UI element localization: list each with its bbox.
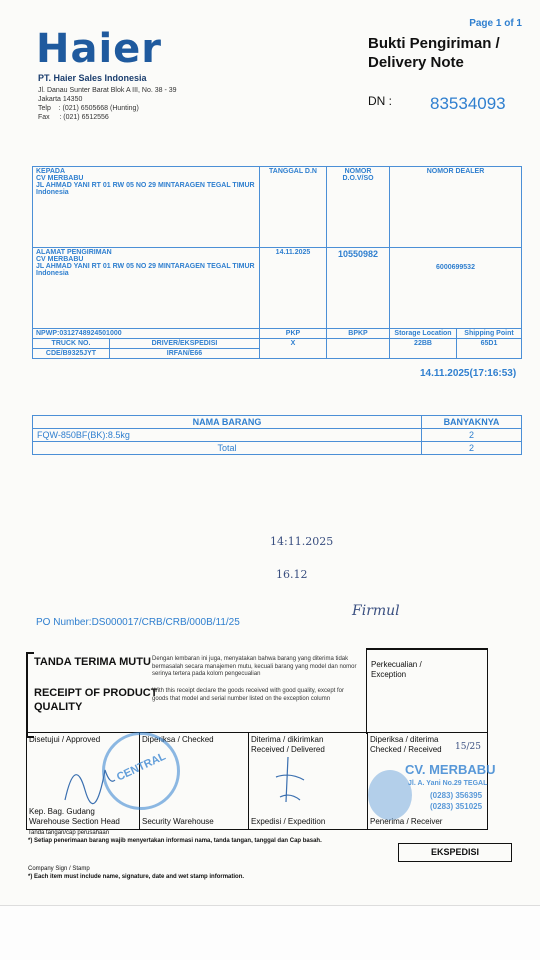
handwritten-signature: Firmul	[352, 603, 400, 619]
receipt-bracket	[26, 652, 34, 738]
driver-header: DRIVER/EKSPEDISI	[110, 339, 260, 349]
total-qty: 2	[422, 442, 522, 455]
bpkp-value	[327, 339, 390, 359]
delivery-info-table	[32, 166, 522, 359]
alamat-label: ALAMAT PENGIRIMAN	[36, 249, 112, 256]
receipt-title-id: TANDA TERIMA MUTU	[34, 656, 151, 668]
storage-header: Storage Location	[390, 329, 457, 339]
sig-approved-top: Disetujui / Approved	[29, 735, 101, 744]
truck-value: CDE/B9325JYT	[33, 349, 110, 359]
tanggal-value: 14.11.2025	[260, 248, 327, 329]
alamat-cell	[33, 248, 260, 329]
sig-approved-bottom: Kep. Bag. Gudang Warehouse Section Head	[29, 807, 120, 826]
receipt-text-id: Dengan lembaran ini juga, menyatakan bahwa barang yang diterima tidak bermasalah secara manajemen mutu, kecuali barang yang model dan nomor serinya tertera pada kolom pengecualian	[152, 656, 357, 677]
footer-line-4: *) Each item must include name, signature, date and wet stamp information.	[28, 874, 245, 880]
alamat-address: JL AHMAD YANI RT 01 RW 05 NO 29 MINTARAGEN TEGAL TIMUR	[36, 263, 255, 270]
col-nama-barang: NAMA BARANG	[33, 416, 422, 429]
merbabu-logo-icon	[368, 770, 412, 820]
kepada-country: Indonesia	[36, 189, 69, 196]
nomor-header: NOMOR D.O.V/SO	[327, 167, 390, 248]
merbabu-stamp-phone2: (0283) 351025	[430, 802, 483, 811]
tanggal-header: TANGGAL D.N	[260, 167, 327, 248]
driver-value: IRFAN/E66	[166, 350, 203, 357]
signature-scribble-2	[270, 752, 310, 812]
sig-checked-bottom: Security Warehouse	[142, 817, 214, 826]
dn-number: 83534093	[430, 94, 506, 113]
storage-value: 22BB	[390, 339, 457, 359]
po-number: PO Number:DS000017/CRB/CRB/000B/11/25	[36, 617, 240, 628]
sig-received-bottom: Penerima / Receiver	[370, 817, 443, 826]
sig-checked-top: Diperiksa / Checked	[142, 735, 214, 744]
document-title: Bukti Pengiriman / Delivery Note	[368, 35, 500, 71]
page-indicator: Page 1 of 1	[469, 18, 522, 29]
col-banyaknya: BANYAKNYA	[422, 416, 522, 429]
pkp-value: X	[260, 339, 327, 359]
footer-line-2: *) Setiap penerimaan barang wajib menyertakan informasi nama, tanda tangan, tanggal dan Cap basah.	[28, 838, 322, 844]
sig-delivered-top: Diterima / dikirimkan Received / Delivered	[251, 735, 325, 754]
bpkp-header: BPKP	[327, 329, 390, 339]
handwritten-date: 14:11.2025	[270, 535, 334, 548]
item-qty: 2	[422, 429, 522, 442]
item-name: FQW-850BF(BK):8.5kg	[33, 429, 422, 442]
merbabu-stamp-address: Jl. A. Yani No.29 TEGAL	[408, 780, 488, 787]
items-table	[32, 415, 522, 455]
receipt-title-en: RECEIPT OF PRODUCT QUALITY	[34, 687, 158, 713]
sig-delivered-bottom: Expedisi / Expedition	[251, 817, 326, 826]
printed-datetime: 14.11.2025(17:16:53)	[420, 368, 517, 379]
shipping-value: 65D1	[457, 339, 522, 359]
kepada-label: KEPADA	[36, 168, 66, 175]
merbabu-stamp-phone1: (0283) 356395	[430, 791, 483, 800]
nomor-dealer-header: NOMOR DEALER	[390, 167, 522, 248]
company-address: Jl. Danau Sunter Barat Blok A III, No. 38 - 39 Jakarta 14350 Telp : (021) 6505668 (Hunting) Fax : (021) 6512556	[38, 87, 177, 121]
truck-driver-cell	[33, 339, 260, 359]
footer-line-3: Company Sign / Stamp	[28, 866, 90, 872]
handwritten-stamp-date: 15/25	[455, 742, 481, 752]
sig-received-top: Diperiksa / diterima Checked / Received	[370, 735, 442, 754]
merbabu-stamp-name: CV. MERBABU	[405, 762, 496, 777]
dealer-value: 6000699532	[390, 248, 522, 329]
kepada-address: JL AHMAD YANI RT 01 RW 05 NO 29 MINTARAGEN TEGAL TIMUR	[36, 182, 255, 189]
receipt-text-en: With this receipt declare the goods received with good quality, except for goods that model and serial number listed on the exception column	[152, 688, 344, 702]
dn-label: DN :	[368, 94, 392, 108]
nomor-value: 10550982	[327, 248, 390, 329]
table-row	[33, 429, 522, 442]
ekspedisi-box: EKSPEDISI	[398, 843, 512, 862]
total-label: Total	[33, 442, 422, 455]
kepada-cell	[33, 167, 260, 248]
kepada-name: CV MERBABU	[36, 175, 84, 182]
shipping-header: Shipping Point	[457, 329, 522, 339]
company-name: PT. Haier Sales Indonesia	[38, 73, 147, 83]
signature-scribble-1	[60, 750, 120, 810]
haier-logo: Haier	[36, 26, 163, 72]
alamat-name: CV MERBABU	[36, 256, 84, 263]
footer-notes	[28, 829, 322, 881]
footer-line-1: Tanda tangan/cap perusahaan	[28, 830, 110, 836]
npwp: NPWP:0312748924501000	[33, 329, 260, 339]
pkp-header: PKP	[260, 329, 327, 339]
alamat-country: Indonesia	[36, 270, 69, 277]
truck-header: TRUCK NO.	[33, 339, 110, 349]
central-stamp-text: CENTRAL	[114, 750, 168, 784]
handwritten-time: 16.12	[276, 568, 308, 581]
total-row	[33, 442, 522, 455]
exception-label: Perkecualian / Exception	[371, 660, 422, 679]
